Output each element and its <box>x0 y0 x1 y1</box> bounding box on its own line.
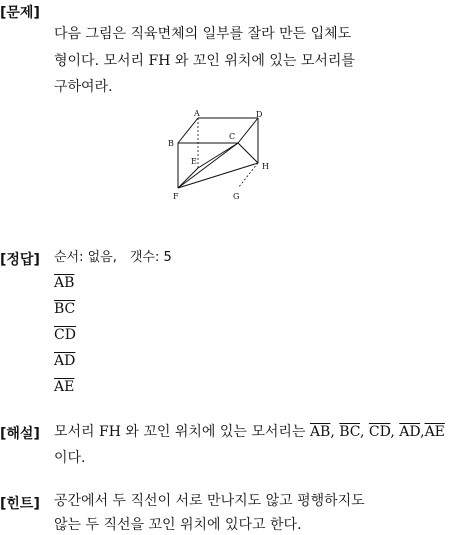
explanation-edge-3: $\overline{CD}$ <box>368 424 391 440</box>
answer-label: [정답] <box>0 252 40 268</box>
answer-summary: 순서: 없음, 갯수: 5 <box>54 250 172 265</box>
vertex-label-f: F <box>173 192 179 201</box>
explanation-prefix: 모서리 FH 와 꼬인 위치에 있는 모서리는 <box>54 424 306 440</box>
explanation-edge-4: $\overline{AD}$ <box>399 424 421 440</box>
explanation-edge-2: $\overline{BC}$ <box>339 424 361 440</box>
problem-text-line-2: 형이다. 모서리 FH 와 꼬인 위치에 있는 모서리를 <box>54 53 355 69</box>
explanation-edge-1: $\overline{AB}$ <box>309 424 331 440</box>
vertex-label-b: B <box>168 139 174 148</box>
vertex-label-g: G <box>233 192 240 201</box>
vertex-label-c: C <box>229 132 236 141</box>
answer-item-4: $\overline{AD}$ <box>54 353 76 369</box>
vertex-label-e: E <box>191 157 197 166</box>
answer-item-1: $\overline{AB}$ <box>54 275 75 291</box>
explanation-suffix: 이다. <box>54 450 86 466</box>
vertex-label-h: H <box>262 162 269 171</box>
vertex-label-d: D <box>256 110 263 119</box>
explanation-label: [해설] <box>0 426 40 442</box>
answer-item-5: $\overline{AE}$ <box>54 379 75 395</box>
answer-item-2: $\overline{BC}$ <box>54 301 76 317</box>
explanation-line-1: 모서리 FH 와 꼬인 위치에 있는 모서리는 $\overline{AB}$, $\overline{BC}$, $\overline{CD}$, $\overline{AD},\overline{AE}$ <box>54 424 445 440</box>
hint-line-1: 공간에서 두 직선이 서로 만나지도 않고 평행하지도 <box>54 493 365 509</box>
problem-text-line-1: 다음 그림은 직육면체의 일부를 잘라 만든 입체도 <box>54 26 352 42</box>
hint-line-2: 않는 두 직선을 꼬인 위치에 있다고 한다. <box>54 517 302 533</box>
problem-label: [문제] <box>0 5 40 21</box>
problem-text-line-3: 구하여라. <box>54 79 113 95</box>
hint-label: [힌트] <box>0 496 40 512</box>
answer-item-3: $\overline{CD}$ <box>54 327 76 343</box>
vertex-label-a: A <box>194 109 200 118</box>
explanation-edge-5: $\overline{AE}$ <box>424 424 445 440</box>
